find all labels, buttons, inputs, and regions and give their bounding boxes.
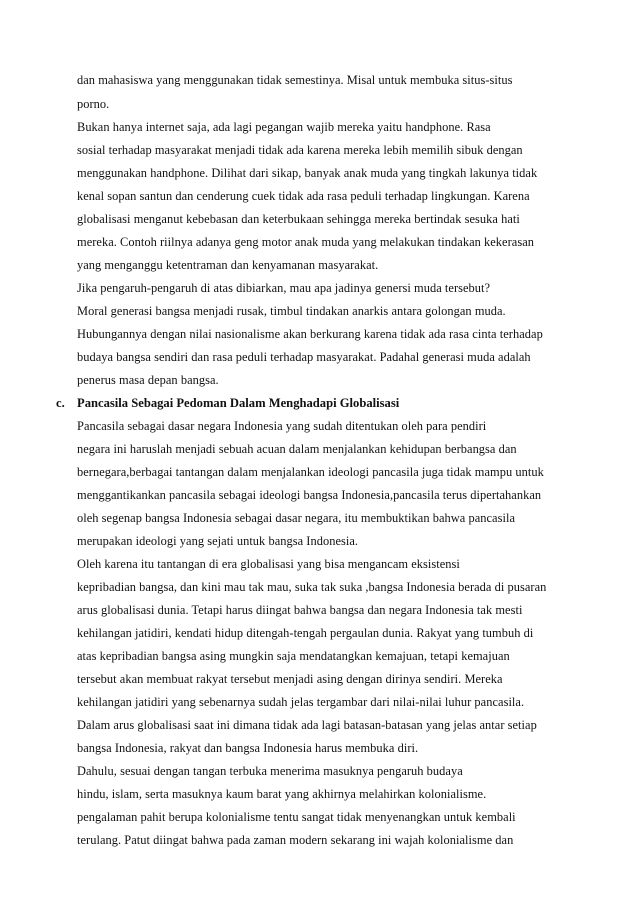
text-line: bernegara,berbagai tantangan dalam menjalankan ideologi pancasila juga tidak mampu untuk xyxy=(77,465,544,479)
text-line: tersebut akan membuat rakyat tersebut menjadi asing dengan dirinya sendiri. Mereka xyxy=(77,672,503,686)
text-line: bangsa Indonesia, rakyat dan bangsa Indonesia harus membuka diri. xyxy=(77,741,419,755)
text-line: Pancasila sebagai dasar negara Indonesia yang sudah ditentukan oleh para pendiri xyxy=(77,419,487,433)
text-line: kenal sopan santun dan cenderung cuek tidak ada rasa peduli terhadap lingkungan. Karena xyxy=(77,189,530,203)
text-line: Bukan hanya internet saja, ada lagi pegangan wajib mereka yaitu handphone. Rasa xyxy=(77,120,491,134)
text-line: penerus masa depan bangsa. xyxy=(77,373,219,387)
text-line: Hubungannya dengan nilai nasionalisme akan berkurang karena tidak ada rasa cinta terhadap xyxy=(77,327,543,341)
text-line: menggunakan handphone. Dilihat dari sikap, banyak anak muda yang tingkah lakunya tidak xyxy=(77,166,538,180)
text-line: terulang. Patut diingat bahwa pada zaman modern sekarang ini wajah kolonialisme dan xyxy=(77,833,514,847)
text-line: Jika pengaruh-pengaruh di atas dibiarkan, mau apa jadinya genersi muda tersebut? xyxy=(77,281,491,295)
text-line: merupakan ideologi yang sejati untuk bangsa Indonesia. xyxy=(77,534,359,548)
text-line: globalisasi menganut kebebasan dan keterbukaan sehingga mereka bertindak sesuka hati xyxy=(77,212,520,226)
section-marker: c. xyxy=(56,396,65,410)
text-line: pengalaman pahit berupa kolonialisme tentu sangat tidak menyenangkan untuk kembali xyxy=(77,810,516,824)
text-line: yang menganggu ketentraman dan kenyamanan masyarakat. xyxy=(77,258,379,272)
text-line: kepribadian bangsa, dan kini mau tak mau, suka tak suka ,bangsa Indonesia berada di pusaran xyxy=(77,580,547,594)
section-title: Pancasila Sebagai Pedoman Dalam Menghadapi Globalisasi xyxy=(77,396,400,410)
text-line: budaya bangsa sendiri dan rasa peduli terhadap masyarakat. Padahal generasi muda adalah xyxy=(77,350,531,364)
text-line: Dahulu, sesuai dengan tangan terbuka menerima masuknya pengaruh budaya xyxy=(77,764,463,778)
text-line: menggantikankan pancasila sebagai ideologi bangsa Indonesia,pancasila terus dipertahankan xyxy=(77,488,542,502)
text-line: hindu, islam, serta masuknya kaum barat yang akhirnya melahirkan kolonialisme. xyxy=(77,787,487,801)
text-line: Moral generasi bangsa menjadi rusak, timbul tindakan anarkis antara golongan muda. xyxy=(77,304,506,318)
text-line: mereka. Contoh riilnya adanya geng motor anak muda yang melakukan tindakan kekerasan xyxy=(77,235,534,249)
text-line: dan mahasiswa yang menggunakan tidak semestinya. Misal untuk membuka situs-situs xyxy=(77,73,513,87)
text-line: sosial terhadap masyarakat menjadi tidak ada karena mereka lebih memilih sibuk dengan xyxy=(77,143,523,157)
text-line: kehilangan jatidiri yang sebenarnya sudah jelas tergambar dari nilai-nilai luhur pancasila. xyxy=(77,695,525,709)
text-line: atas kepribadian bangsa asing mungkin saja mendatangkan kemajuan, tetapi kemajuan xyxy=(77,649,510,663)
text-line: Oleh karena itu tantangan di era globalisasi yang bisa mengancam eksistensi xyxy=(77,557,460,571)
text-line: Dalam arus globalisasi saat ini dimana tidak ada lagi batasan-batasan yang jelas antar setiap xyxy=(77,718,537,732)
text-line: arus globalisasi dunia. Tetapi harus diingat bahwa bangsa dan negara Indonesia tak mesti xyxy=(77,603,523,617)
text-line: porno. xyxy=(77,97,110,111)
text-line: negara ini haruslah menjadi sebuah acuan dalam menjalankan kehidupan berbangsa dan xyxy=(77,442,517,456)
text-line: kehilangan jatidiri, kendati hidup ditengah-tengah pergaulan dunia. Rakyat yang tumbuh di xyxy=(77,626,534,640)
text-line: oleh segenap bangsa Indonesia sebagai dasar negara, itu membuktikan bahwa pancasila xyxy=(77,511,516,525)
section-heading xyxy=(56,395,399,411)
